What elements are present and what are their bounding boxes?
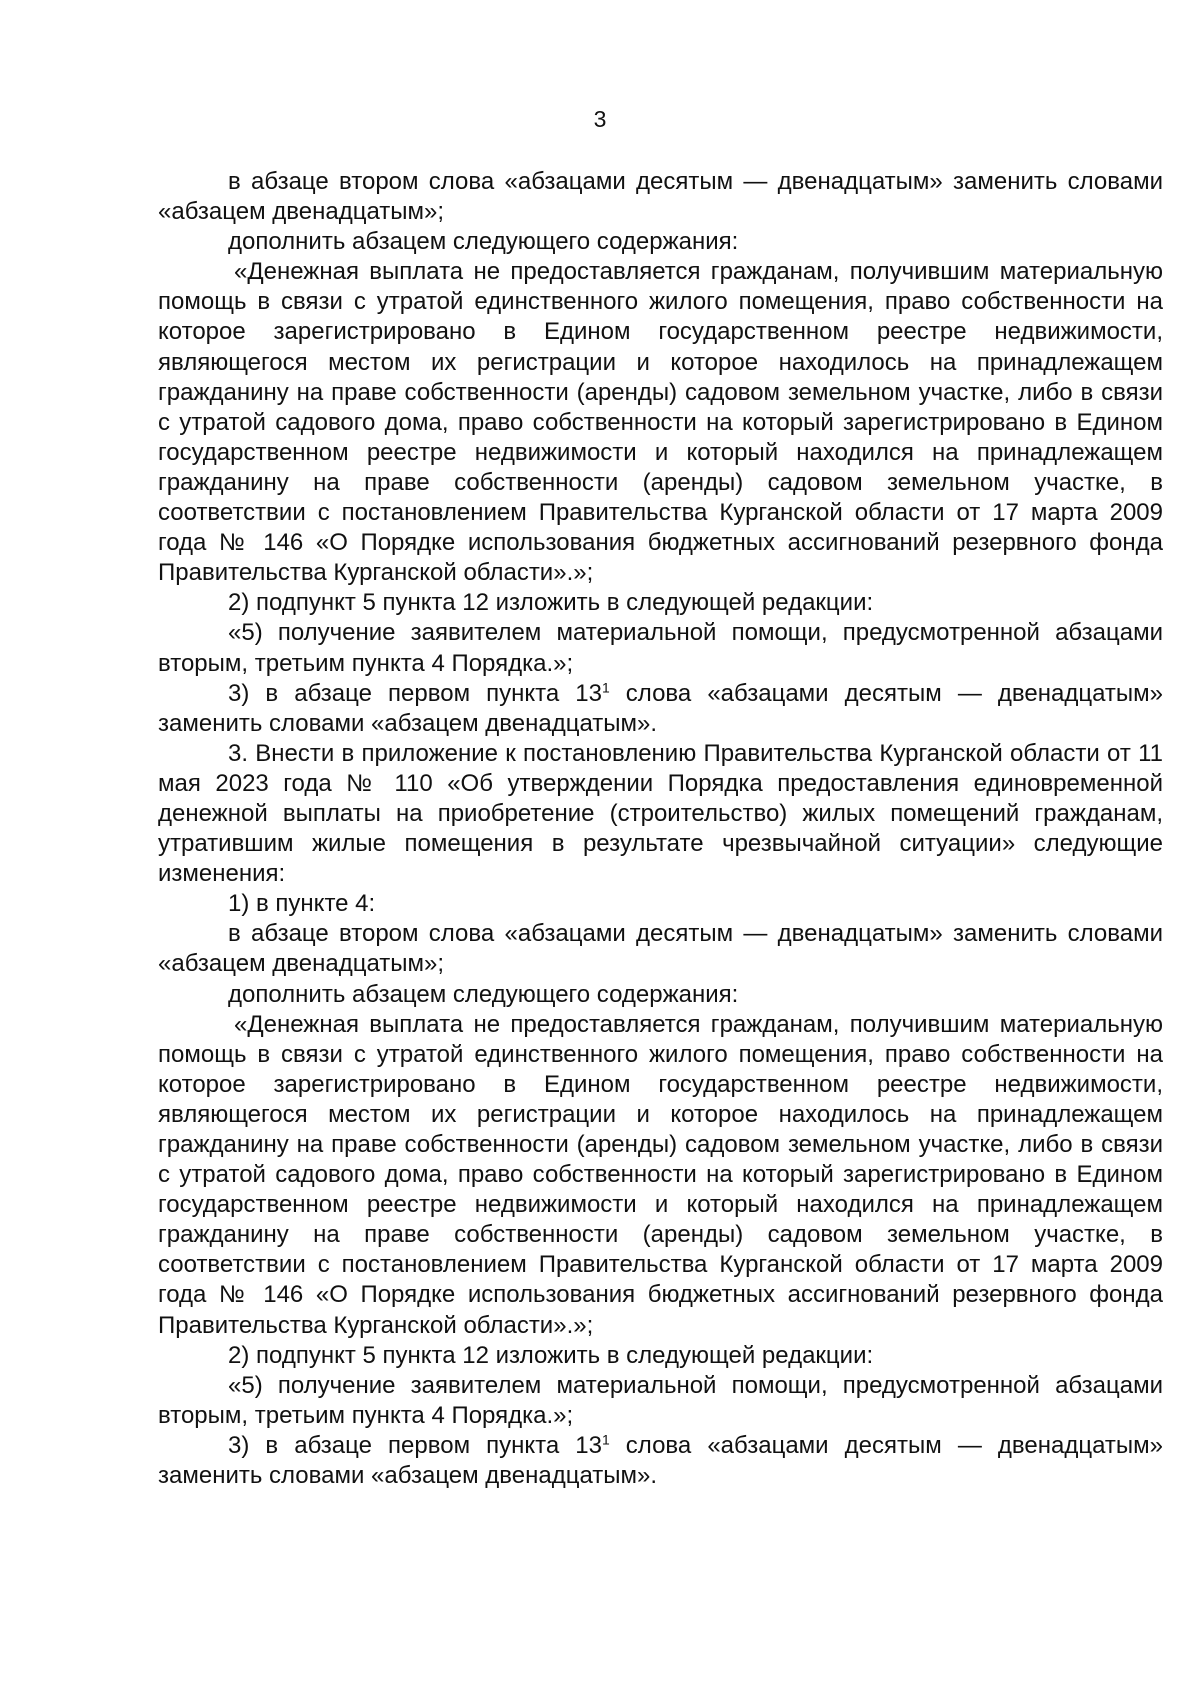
paragraph-text: 3) в абзаце первом пункта 13 [228,1431,602,1459]
paragraph: в абзаце втором слова «абзацами десятым — двенадцатым» заменить словами «абзацем двенадцатым»; [158,168,1163,226]
paragraph: 2) подпункт 5 пункта 12 изложить в следующей редакции: [228,589,874,617]
paragraph [158,679,1163,739]
paragraph: 2) подпункт 5 пункта 12 изложить в следующей редакции: [228,1341,874,1369]
paragraph [158,1431,1163,1491]
paragraph: дополнить абзацем следующего содержания: [228,228,739,256]
paragraph: дополнить абзацем следующего содержания: [228,980,739,1008]
paragraph-text: слова «абзацами десятым — двенадцатым» заменить словами «абзацем двенадцатым». [158,1431,1163,1490]
paragraph: 1) в пункте 4: [228,890,376,918]
paragraph: «5) получение заявителем материальной помощи, предусмотренной абзацами вторым, третьим пункта 4 Порядка.»; [158,619,1163,677]
document-body [158,167,1163,1491]
paragraph: «5) получение заявителем материальной помощи, предусмотренной абзацами вторым, третьим пункта 4 Порядка.»; [158,1371,1163,1429]
paragraph-text: слова «абзацами десятым — двенадцатым» заменить словами «абзацем двенадцатым». [158,679,1163,737]
superscript: 1 [602,678,610,695]
paragraph: в абзаце втором слова «абзацами десятым — двенадцатым» заменить словами «абзацем двенадцатым»; [158,920,1163,978]
paragraph-text: 3) в абзаце первом пункта 13 [228,679,602,707]
page-number: 3 [593,106,607,132]
paragraph-quoted-amendment: «Денежная выплата не предоставляется гражданам, получившим материальную помощь в связи с утратой единственного жилого помещения, право собственности на которое зарегистрировано в Едином государственном реестре недвижимости, являющегося местом их регистрации и которое находилось на принадлежащем гражданину на праве собственности (аренды) садовом земельном участке, либо в связи с утратой садового дома, право собственности на который зарегистрировано в Едином государственном реестре недвижимости и который находился на принадлежащем гражданину на праве собственности (аренды) садовом земельном участке, в соответствии с постановлением Правительства Курганской области от 17 марта 2009 года № 146 «О Порядке использования бюджетных ассигнований резервного фонда Правительства Курганской области».»; [158,1010,1163,1339]
superscript: 1 [602,1431,610,1448]
paragraph-quoted-amendment: «Денежная выплата не предоставляется гражданам, получившим материальную помощь в связи с утратой единственного жилого помещения, право собственности на которое зарегистрировано в Едином государственном реестре недвижимости, являющегося местом их регистрации и которое находилось на принадлежащем гражданину на праве собственности (аренды) садовом земельном участке, либо в связи с утратой садового дома, право собственности на который зарегистрировано в Едином государственном реестре недвижимости и который находился на принадлежащем гражданину на праве собственности (аренды) садовом земельном участке, в соответствии с постановлением Правительства Курганской области от 17 марта 2009 года № 146 «О Порядке использования бюджетных ассигнований резервного фонда Правительства Курганской области».»; [158,258,1163,587]
paragraph: 3. Внести в приложение к постановлению Правительства Курганской области от 11 мая 2023 года № 110 «Об утверждении Порядка предоставления единовременной денежной выплаты на приобретение (строительство) жилых помещений гражданам, утратившим жилые помещения в результате чрезвычайной ситуации» следующие изменения: [158,739,1163,888]
